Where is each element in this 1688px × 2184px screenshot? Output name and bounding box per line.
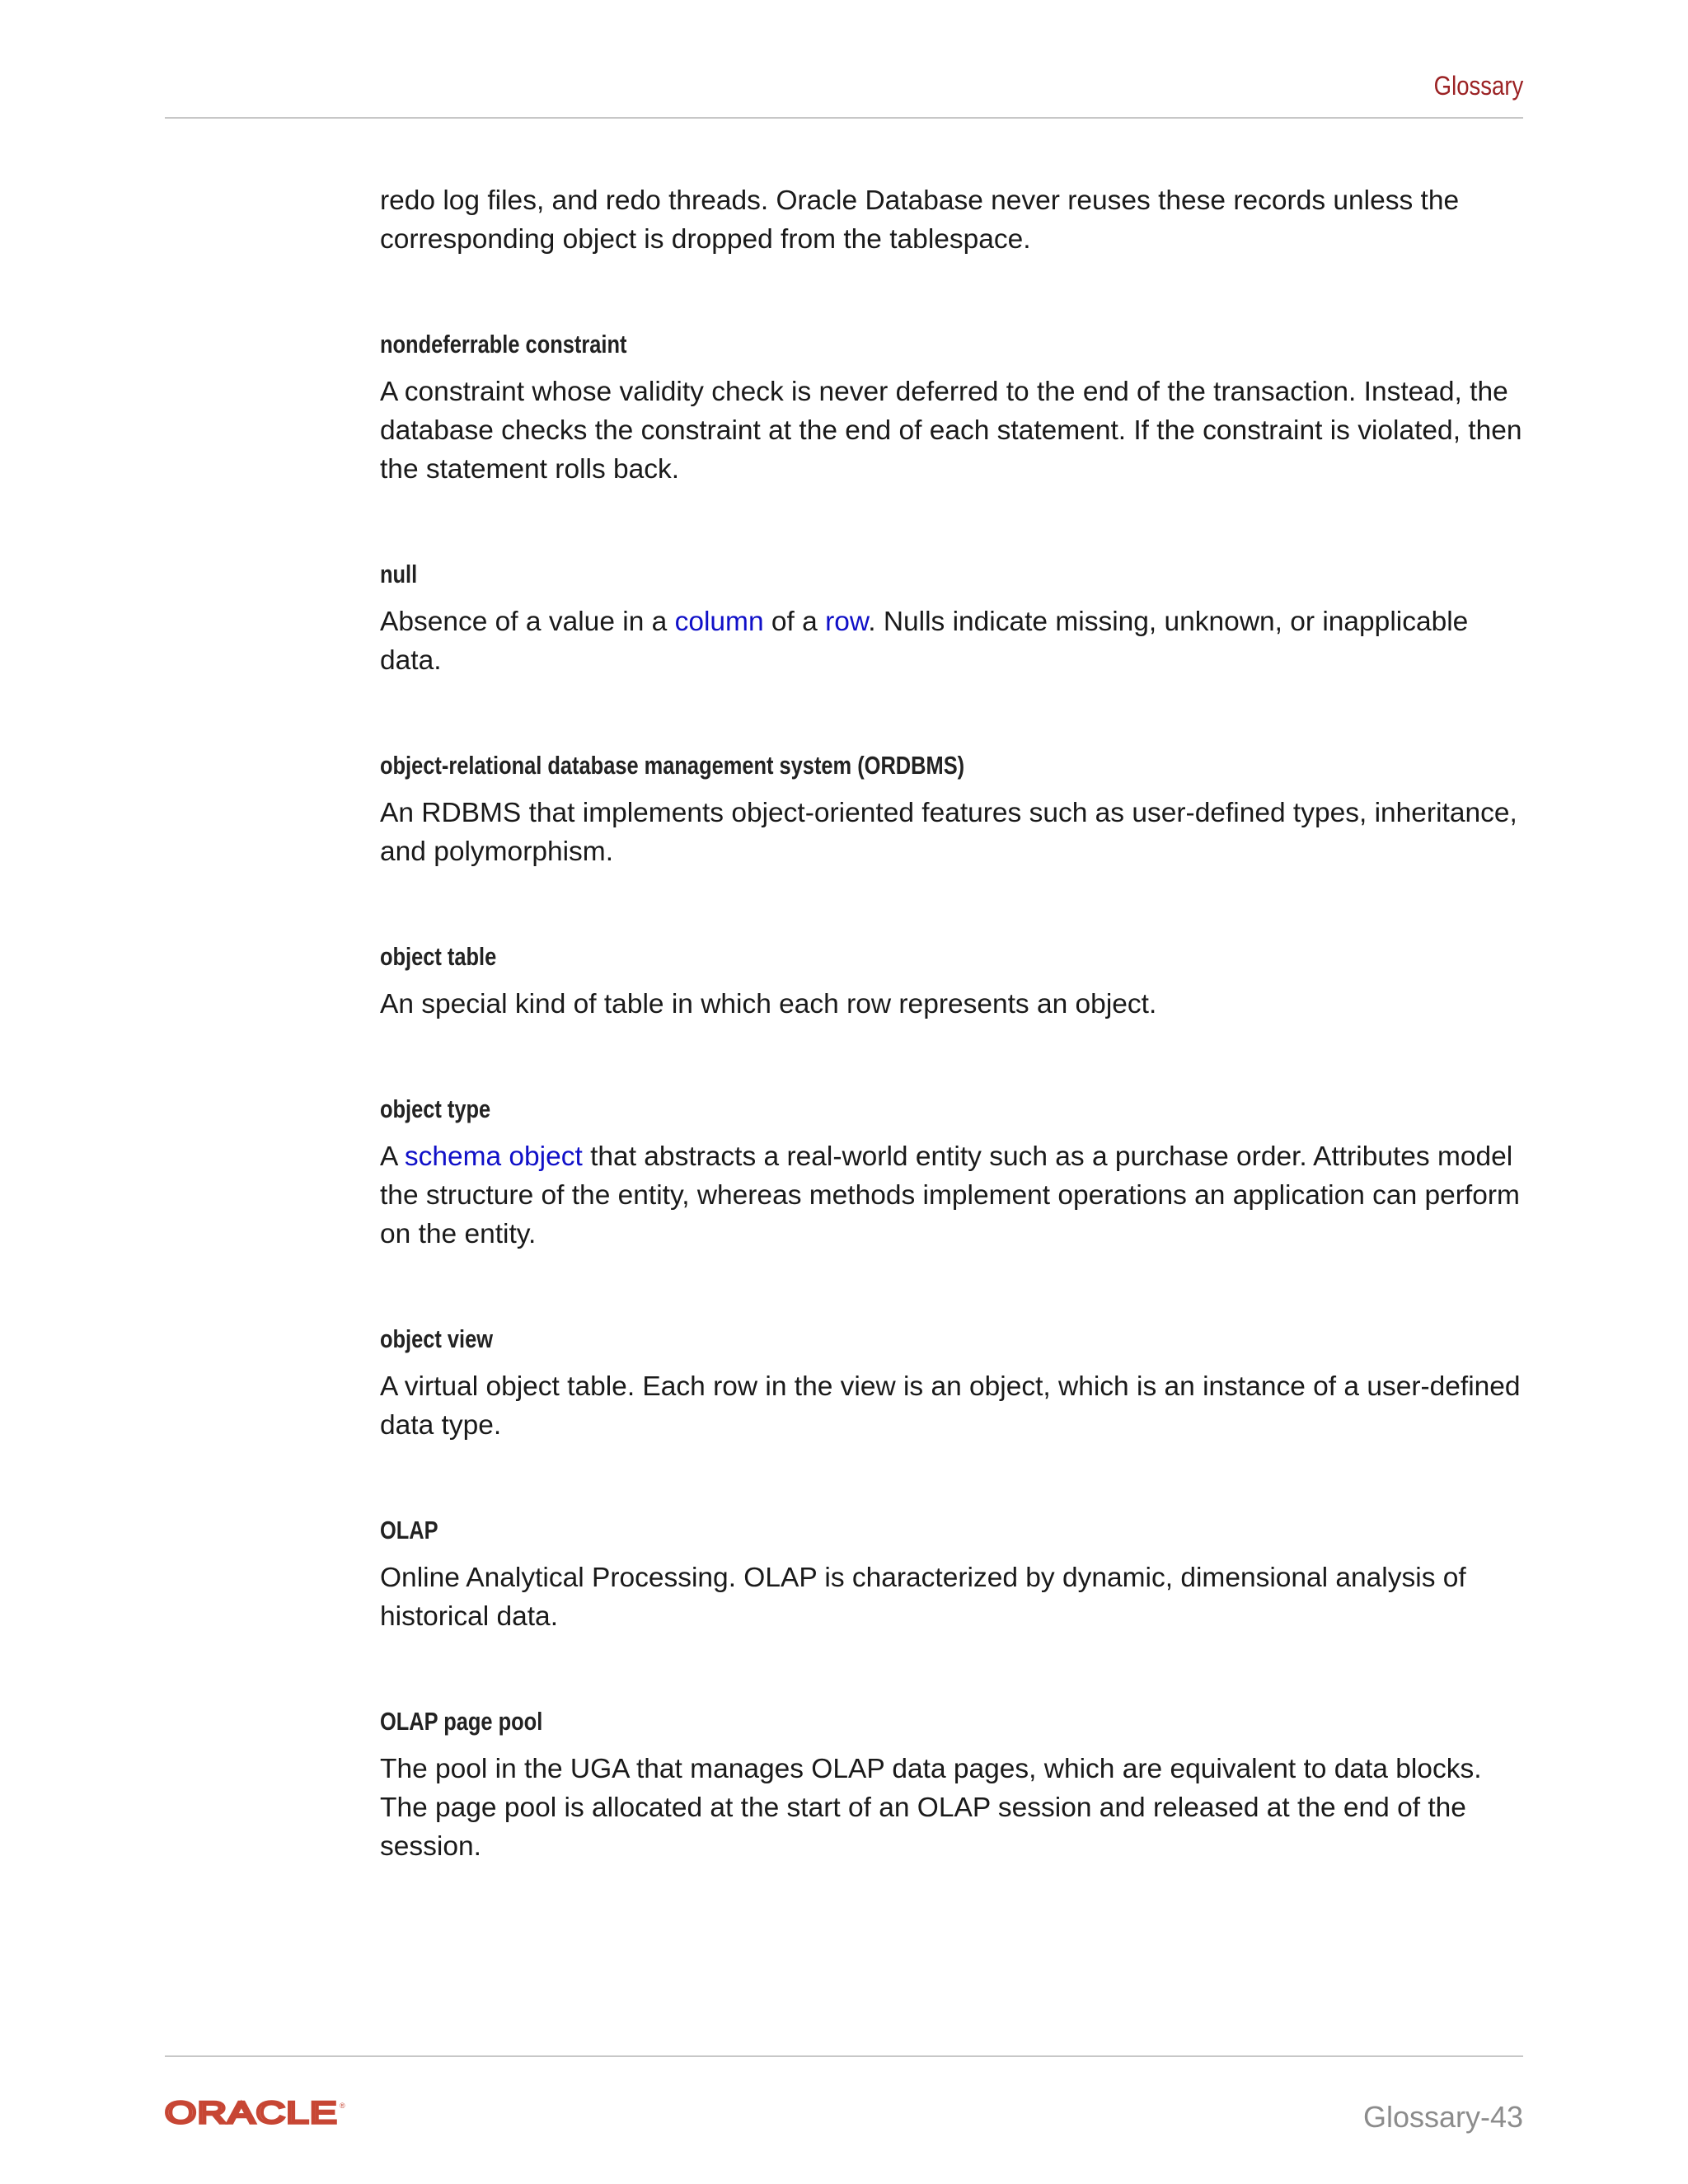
definition-text: . Nulls indicate missing, unknown, or inapplicable data. — [380, 607, 1469, 676]
glossary-definition: An special kind of table in which each row represents an object. — [380, 989, 1157, 1019]
glossary-definition: Online Analytical Processing. OLAP is characterized by dynamic, dimensional analysis of historical data. — [380, 1563, 1466, 1632]
glossary-term: object view — [380, 1324, 494, 1353]
glossary-definition — [380, 602, 1526, 680]
running-header-title: Glossary — [1433, 71, 1523, 101]
definition-text: of a — [763, 607, 826, 637]
glossary-definition: The pool in the UGA that manages OLAP data pages, which are equivalent to data blocks. The page pool is allocated at the start of an OLAP session and released at the end of the session. — [380, 1754, 1482, 1862]
glossary-term: OLAP — [380, 1516, 438, 1544]
glossary-entry-ordbms — [380, 749, 1526, 871]
footer-divider — [165, 2055, 1523, 2057]
glossary-term: nondeferrable constraint — [380, 330, 627, 359]
oracle-logo — [165, 2098, 346, 2130]
glossary-term: object-relational database management system (ORDBMS) — [380, 751, 965, 780]
glossary-definition: An RDBMS that implements object-oriented features such as user-defined types, inheritance, and polymorphism. — [380, 798, 1517, 867]
schema-object-link[interactable]: schema object — [404, 1141, 583, 1172]
glossary-term: null — [380, 560, 418, 588]
header-divider — [165, 117, 1523, 119]
glossary-entry-olap — [380, 1514, 1526, 1636]
glossary-entry-null — [380, 558, 1526, 680]
oracle-logo-text: ORACLE — [165, 2098, 338, 2126]
glossary-definition — [380, 1137, 1526, 1254]
glossary-entry-olap-page-pool — [380, 1705, 1526, 1866]
glossary-term: object type — [380, 1094, 491, 1123]
glossary-definition: A constraint whose validity check is never deferred to the end of the transaction. Instead, the database checks the constraint at the end of each statement. If the constraint is violated, then the statement rolls back. — [380, 377, 1522, 485]
page-number: Glossary-43 — [1362, 2100, 1523, 2134]
definition-text: Absence of a value in a — [380, 607, 675, 637]
glossary-definition: A virtual object table. Each row in the view is an object, which is an instance of a user-defined data type. — [380, 1371, 1521, 1441]
glossary-content — [380, 181, 1526, 1866]
svg-text:®: ® — [340, 2102, 345, 2110]
definition-text: A — [380, 1141, 405, 1172]
oracle-logo-mark — [165, 2098, 346, 2126]
glossary-entry-nondeferrable-constraint — [380, 328, 1526, 489]
definition-text: that abstracts a real-world entity such as a purchase order. Attributes model the structure of the entity, whereas methods implement operations an application can perform on the entity. — [380, 1141, 1520, 1249]
glossary-entry-object-type — [380, 1093, 1526, 1254]
column-link[interactable]: column — [674, 607, 764, 637]
glossary-term: OLAP page pool — [380, 1707, 543, 1736]
glossary-term: object table — [380, 942, 497, 971]
row-link[interactable]: row — [825, 607, 869, 637]
continued-definition-text: redo log files, and redo threads. Oracle Database never reuses these records unless the corresponding object is dropped from the tablespace. — [380, 185, 1460, 255]
glossary-entry-object-view — [380, 1323, 1526, 1445]
glossary-entry-object-table — [380, 940, 1526, 1024]
